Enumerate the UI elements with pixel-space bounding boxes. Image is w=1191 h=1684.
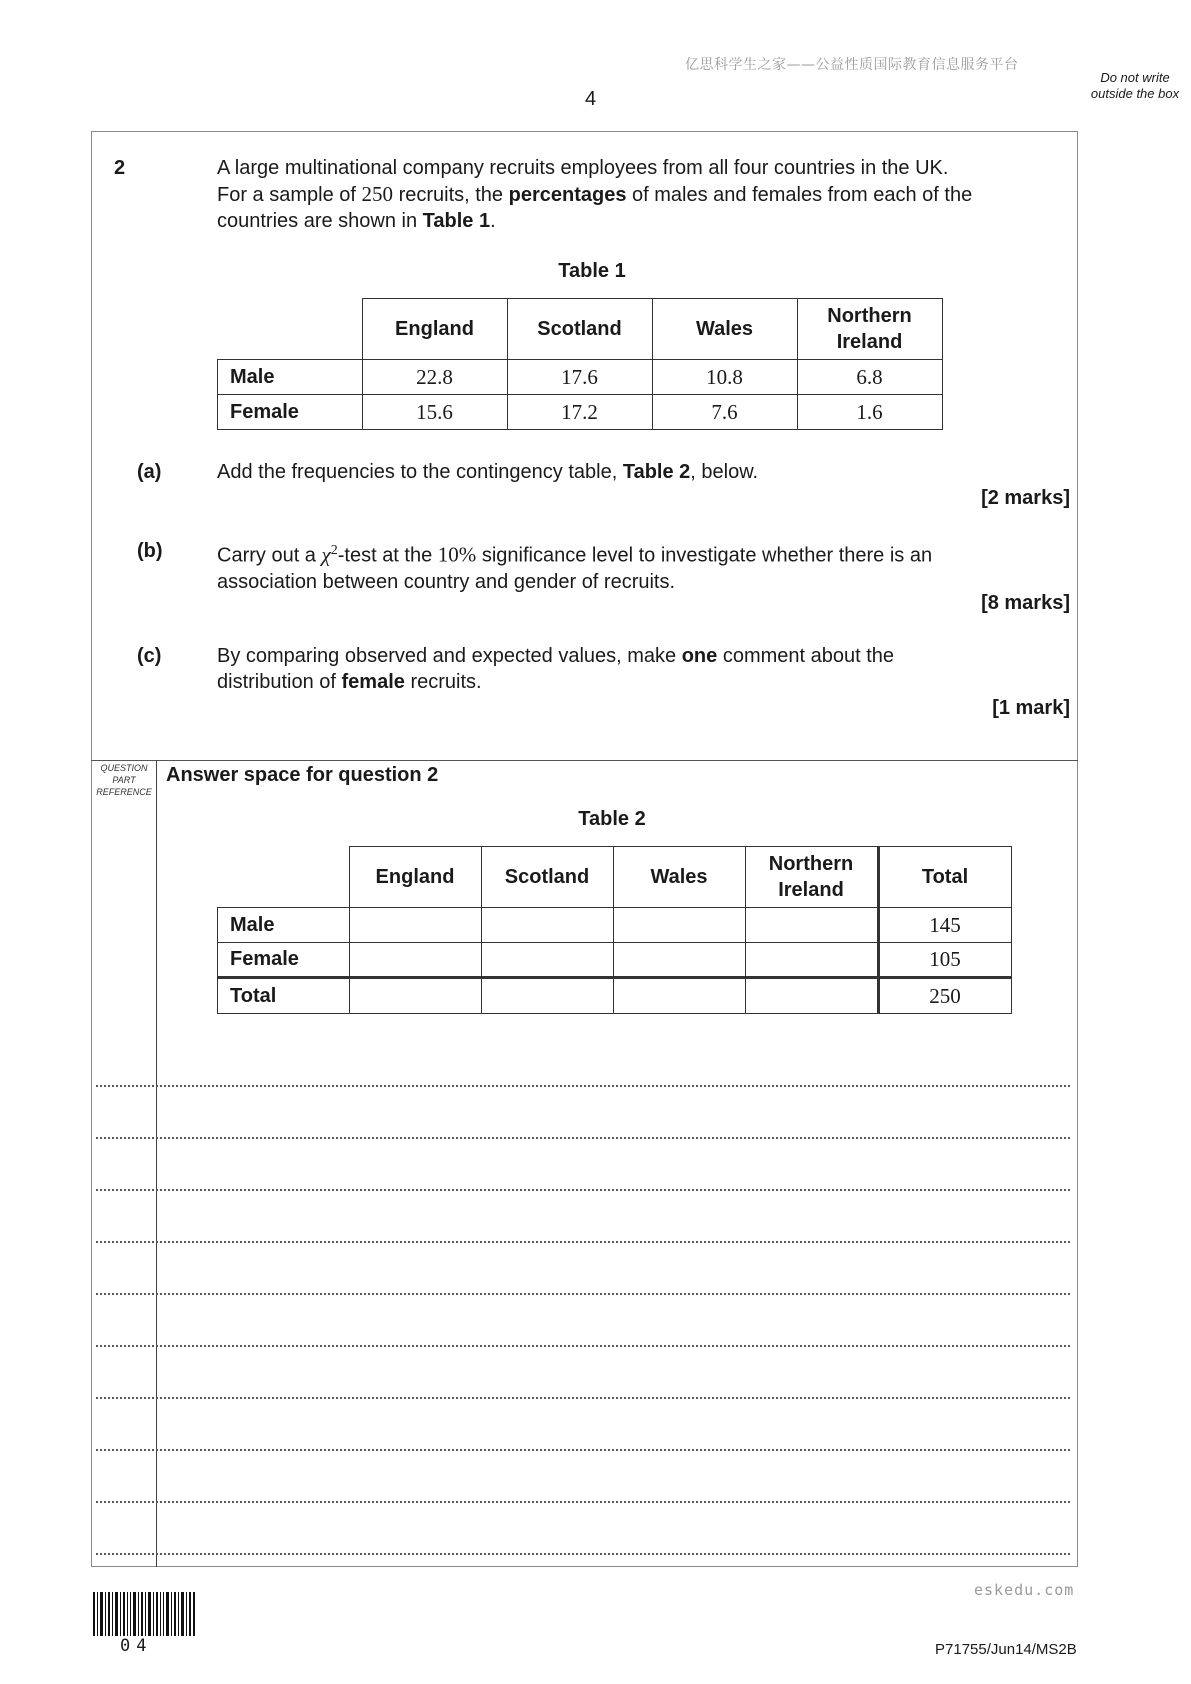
intro-line-2: For a sample of 250 recruits, the percentages of males and females from each of the: [217, 182, 973, 206]
table2: [217, 846, 1012, 1014]
part-c-text: By comparing observed and expected values, make one comment about the distribution of female recruits.: [217, 645, 895, 693]
answer-cell[interactable]: [349, 908, 481, 943]
table1-row-label: Female: [218, 395, 363, 430]
table2-row: [218, 943, 1012, 978]
reference-column-rule: [156, 760, 157, 1567]
table1-cell: 1.6: [797, 395, 942, 430]
table1-cell: 22.8: [362, 360, 507, 395]
part-a-marks: [2 marks]: [981, 487, 1070, 509]
table1-cell: 17.6: [507, 360, 652, 395]
chi-symbol: χ: [321, 542, 331, 567]
part-a-label: (a): [137, 461, 162, 483]
answer-cell[interactable]: [481, 978, 613, 1014]
table1-col-header: Scotland: [507, 299, 652, 360]
answer-cell[interactable]: [349, 978, 481, 1014]
answer-line[interactable]: [96, 1501, 1070, 1503]
answer-line[interactable]: [96, 1085, 1070, 1087]
margin-note: Do not write outside the box: [1090, 70, 1180, 101]
part-c-marks: [1 mark]: [992, 697, 1070, 719]
answer-cell[interactable]: [481, 943, 613, 978]
table1-cell: 15.6: [362, 395, 507, 430]
intro-line-3: countries are shown in Table 1.: [217, 210, 496, 232]
part-c-label: (c): [137, 645, 162, 667]
table2-row: [218, 908, 1012, 943]
table2-col-header: Total: [878, 847, 1011, 908]
page-number: 4: [585, 88, 597, 110]
sample-size: 250: [361, 182, 394, 206]
table1-cell: 6.8: [797, 360, 942, 395]
question-intro: [217, 155, 1077, 234]
table2-col-header: England: [349, 847, 481, 908]
table2-row-label: Female: [218, 943, 350, 978]
table2-row: [218, 978, 1012, 1014]
table2-corner: [218, 847, 350, 908]
answer-line[interactable]: [96, 1397, 1070, 1399]
part-a-text: Add the frequencies to the contingency table, Table 2, below.: [217, 461, 759, 483]
answer-space-divider: [91, 760, 1078, 761]
answer-cell[interactable]: [481, 908, 613, 943]
table2-col-header: Northern Ireland: [745, 847, 878, 908]
table1-row: [218, 360, 943, 395]
table1: [217, 298, 943, 430]
barcode-number: 04: [120, 1636, 153, 1656]
answer-cell[interactable]: [745, 978, 878, 1014]
table1-corner: [218, 299, 363, 360]
question-part-reference-label: QUESTION PART REFERENCE: [96, 763, 152, 797]
table1-col-header: England: [362, 299, 507, 360]
answer-line[interactable]: [96, 1293, 1070, 1295]
answer-space-title: Answer space for question 2: [166, 764, 439, 786]
answer-line[interactable]: [96, 1137, 1070, 1139]
site-watermark: eskedu.com: [974, 1581, 1075, 1599]
table1-cell: 17.2: [507, 395, 652, 430]
watermark-text: 亿思科学生之家——公益性质国际教育信息服务平台: [685, 57, 1019, 73]
table1-col-header: Northern Ireland: [797, 299, 942, 360]
table2-total-cell: 105: [878, 943, 1011, 978]
table1-caption: Table 1: [558, 260, 626, 282]
part-b-label: (b): [137, 540, 163, 562]
table2-row-label: Male: [218, 908, 350, 943]
answer-line[interactable]: [96, 1553, 1070, 1555]
table1-col-header: Wales: [652, 299, 797, 360]
table2-col-header: Wales: [613, 847, 745, 908]
paper-code: P71755/Jun14/MS2B: [935, 1641, 1077, 1658]
part-b-text: Carry out a $\chi^2$-test at the 10% significance level to investigate whether there is an association between country and gender of recruits.: [217, 542, 933, 593]
table2-col-header: Scotland: [481, 847, 613, 908]
barcode-icon: [93, 1592, 195, 1636]
table1-row-label: Male: [218, 360, 363, 395]
table1-cell: 10.8: [652, 360, 797, 395]
answer-cell[interactable]: [745, 908, 878, 943]
answer-cell[interactable]: [613, 908, 745, 943]
table2-row-label: Total: [218, 978, 350, 1014]
answer-cell[interactable]: [349, 943, 481, 978]
table2-total-cell: 250: [878, 978, 1011, 1014]
table1-cell: 7.6: [652, 395, 797, 430]
answer-line[interactable]: [96, 1189, 1070, 1191]
answer-line[interactable]: [96, 1345, 1070, 1347]
intro-line-1: A large multinational company recruits employees from all four countries in the UK.: [217, 157, 949, 179]
table2-caption: Table 2: [578, 808, 646, 830]
answer-line[interactable]: [96, 1449, 1070, 1451]
answer-cell[interactable]: [613, 978, 745, 1014]
significance-level: 10%: [437, 542, 477, 567]
part-b-marks: [8 marks]: [981, 592, 1070, 614]
table2-total-cell: 145: [878, 908, 1011, 943]
question-number: 2: [114, 157, 126, 179]
answer-line[interactable]: [96, 1241, 1070, 1243]
table1-row: [218, 395, 943, 430]
answer-cell[interactable]: [613, 943, 745, 978]
answer-cell[interactable]: [745, 943, 878, 978]
